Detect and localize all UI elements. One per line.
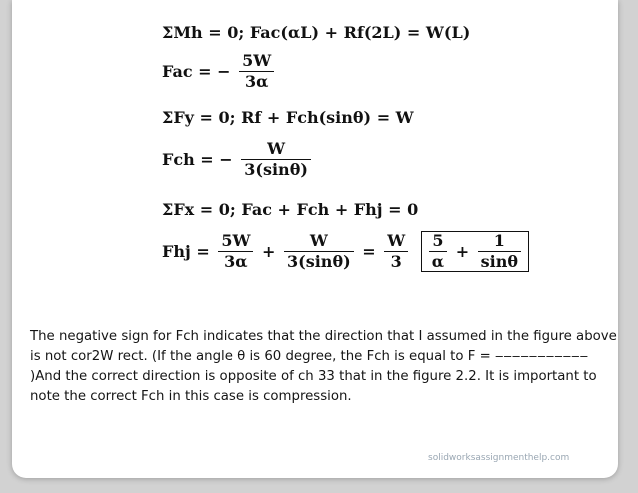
equation-moment-text: ΣMh = 0; Fac(αL) + Rf(2L) = W(L) xyxy=(162,23,471,42)
website-footer: solidworksassignmenthelp.com xyxy=(428,453,570,463)
equals-sign: = xyxy=(362,242,376,261)
fraction-denominator: sinθ xyxy=(480,252,519,271)
equation-fch-lhs: Fch = − xyxy=(162,150,233,169)
fraction-numerator: W xyxy=(241,140,311,160)
equation-fhj-lhs: Fhj = xyxy=(162,242,210,261)
fraction-numerator: 5W xyxy=(218,232,253,252)
fraction-numerator: W xyxy=(384,232,408,252)
fraction-denominator: α xyxy=(431,252,445,271)
explanation-paragraph: The negative sign for Fch indicates that the direction that I assumed in the figure above is not cor2W rect. (If the angle θ is 60 degree, the Fch is equal to F = ‒‒‒‒‒‒‒‒‒‒‒ )And the correct direction is opposite of ch 33 that in the figure 2.2. It is important to note the correct Fch in this case is compression. xyxy=(30,329,617,404)
fraction-denominator: 3(sinθ) xyxy=(287,252,351,271)
fraction-fhj-term3 xyxy=(384,232,408,271)
equation-fac xyxy=(162,52,277,91)
fraction-denominator: 3α xyxy=(244,72,269,91)
fraction-numerator: 5W xyxy=(239,52,274,72)
fraction-numerator: W xyxy=(284,232,354,252)
plus-sign: + xyxy=(262,242,276,261)
fraction-fac xyxy=(239,52,274,91)
fraction-fhj-term1 xyxy=(218,232,253,271)
fraction-denominator: 3 xyxy=(390,252,402,271)
equation-sum-fx xyxy=(162,199,418,219)
fraction-numerator: 5 xyxy=(429,232,447,252)
equation-fhj xyxy=(162,231,529,272)
equation-moment xyxy=(162,22,470,42)
equation-sum-fy-text: ΣFy = 0; Rf + Fch(sinθ) = W xyxy=(162,108,414,127)
plus-sign: + xyxy=(455,242,470,261)
bracket-group xyxy=(421,231,529,272)
fraction-denominator: 3α xyxy=(224,252,248,271)
fraction-fhj-term2 xyxy=(284,232,354,271)
equation-fac-lhs: Fac = − xyxy=(162,62,231,81)
fraction-denominator: 3(sinθ) xyxy=(244,160,308,179)
equation-sum-fy xyxy=(162,107,414,127)
fraction-numerator: 1 xyxy=(478,232,521,252)
slide xyxy=(12,0,618,478)
fraction-bracket-term1 xyxy=(429,232,447,271)
fraction-bracket-term2 xyxy=(478,232,521,271)
equation-fch xyxy=(162,140,314,179)
equation-sum-fx-text: ΣFx = 0; Fac + Fch + Fhj = 0 xyxy=(162,200,419,219)
fraction-fch xyxy=(241,140,311,179)
